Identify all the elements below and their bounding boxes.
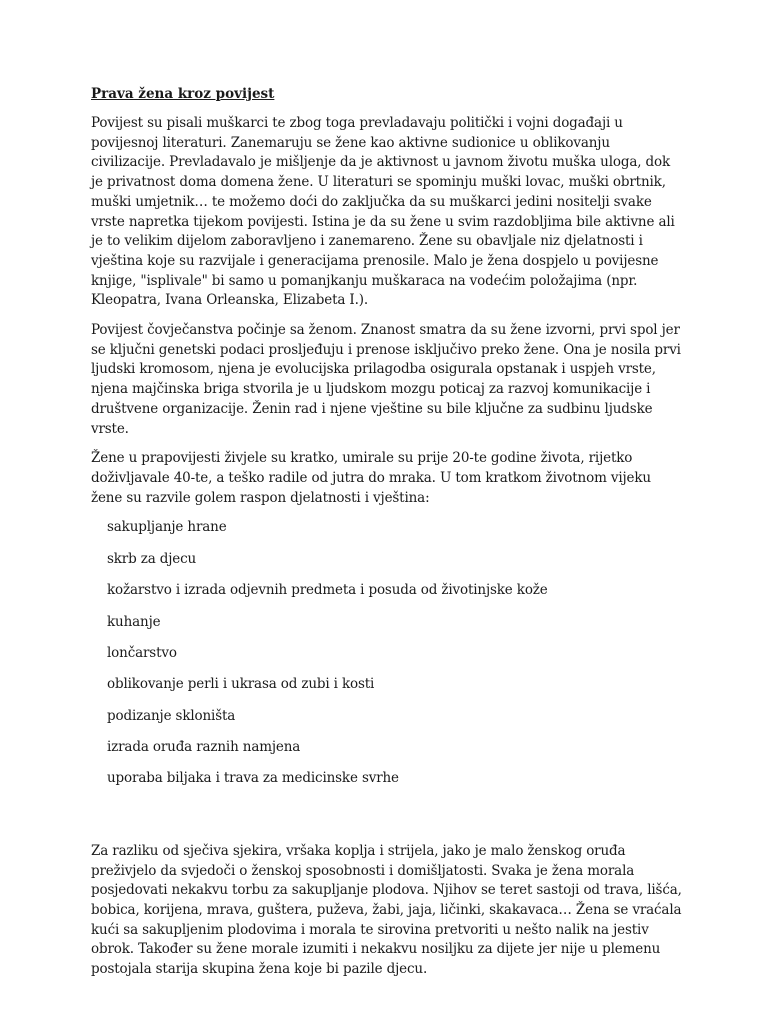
list-item: lončarstvo [107, 644, 177, 661]
paragraph-prehistory: Žene u prapovijesti živjele su kratko, umirale su prije 20-te godine života, rijetko doživljavale 40-te, a teško radile od jutra do mraka. U tom kratkom životnom vijeku žene su razvile golem raspon djelatnosti i vještina: [91, 450, 651, 506]
list-item: izrada oruđa raznih namjena [107, 739, 301, 756]
skills-list [91, 518, 682, 801]
list-item: kožarstvo i izrada odjevnih predmeta i posuda od životinjske kože [107, 582, 548, 599]
list-item: skrb za djecu [107, 550, 197, 567]
list-item: sakupljanje hrane [107, 519, 227, 536]
list-item: oblikovanje perli i ukrasa od zubi i kosti [107, 676, 375, 693]
paragraph-origins: Povijest čovječanstva počinje sa ženom. Znanost smatra da su žene izvorni, prvi spol jer se ključni genetski podaci prosljeđuju i prenose isključivo preko žene. Ona je nosila prvi ljudski kromosom, njena je evolucijska prilagodba osigurala opstanak i uspjeh vrste, njena majčinska briga stvorila je u ljudskom mozgu poticaj za razvoj komunikacije i društvene organizacije. Ženin rad i njene vještine su bile ključne za sudbinu ljudske vrste. [91, 322, 681, 437]
list-item: uporaba biljaka i trava za medicinske svrhe [107, 770, 399, 787]
paragraph-intro: Povijest su pisali muškarci te zbog toga prevladavaju politički i vojni događaji u povijesnoj literaturi. Zanemaruju se žene kao aktivne sudionice u oblikovanju civilizacije. Prevladavalo je mišljenje da je aktivnost u javnom životu muška uloga, dok je privatnost doma domena žene. U literaturi se spominju muški lovac, muški obrtnik, muški umjetnik… te možemo doći do zaključka da su muškarci jedini nositelji svake vrste napretka tijekom povijesti. Istina je da su žene u svim razdobljima bile aktivne ali je to velikim dijelom zaboravljeno i zanemareno. Žene su obavljale niz djelatnosti i vještina koje su razvijale i generacijama prenosile. Malo je žena dospjelo u povijesne knjige, "isplivale" bi samo u pomanjkanju muškaraca na vodećim položajima (npr. Kleopatra, Ivana Orleanska, Elizabeta I.). [91, 115, 675, 309]
document-title: Prava žena kroz povijest [91, 86, 275, 102]
list-item: podizanje skloništa [107, 707, 236, 724]
paragraph-tools: Za razliku od sječiva sjekira, vršaka koplja i strijela, jako je malo ženskog oruđa preživjelo da svjedoči o ženskoj sposobnosti i domišljatosti. Svaka je žena morala posjedovati nekakvu torbu za sakupljanje plodova. Njihov se teret sastoji od trava, lišća, bobica, korijena, mrava, guštera, puževa, žabi, jaja, ličinki, skakavaca… Žena se vraćala kući sa sakupljenim plodovima i morala te sirovina pretvoriti u nešto nalik na jestiv obrok. Također su žene morale izumiti i nekakvu nosiljku za dijete jer nije u plemenu postojala starija skupina žena koje bi pazile djecu. [91, 842, 682, 978]
list-item: kuhanje [107, 613, 161, 630]
